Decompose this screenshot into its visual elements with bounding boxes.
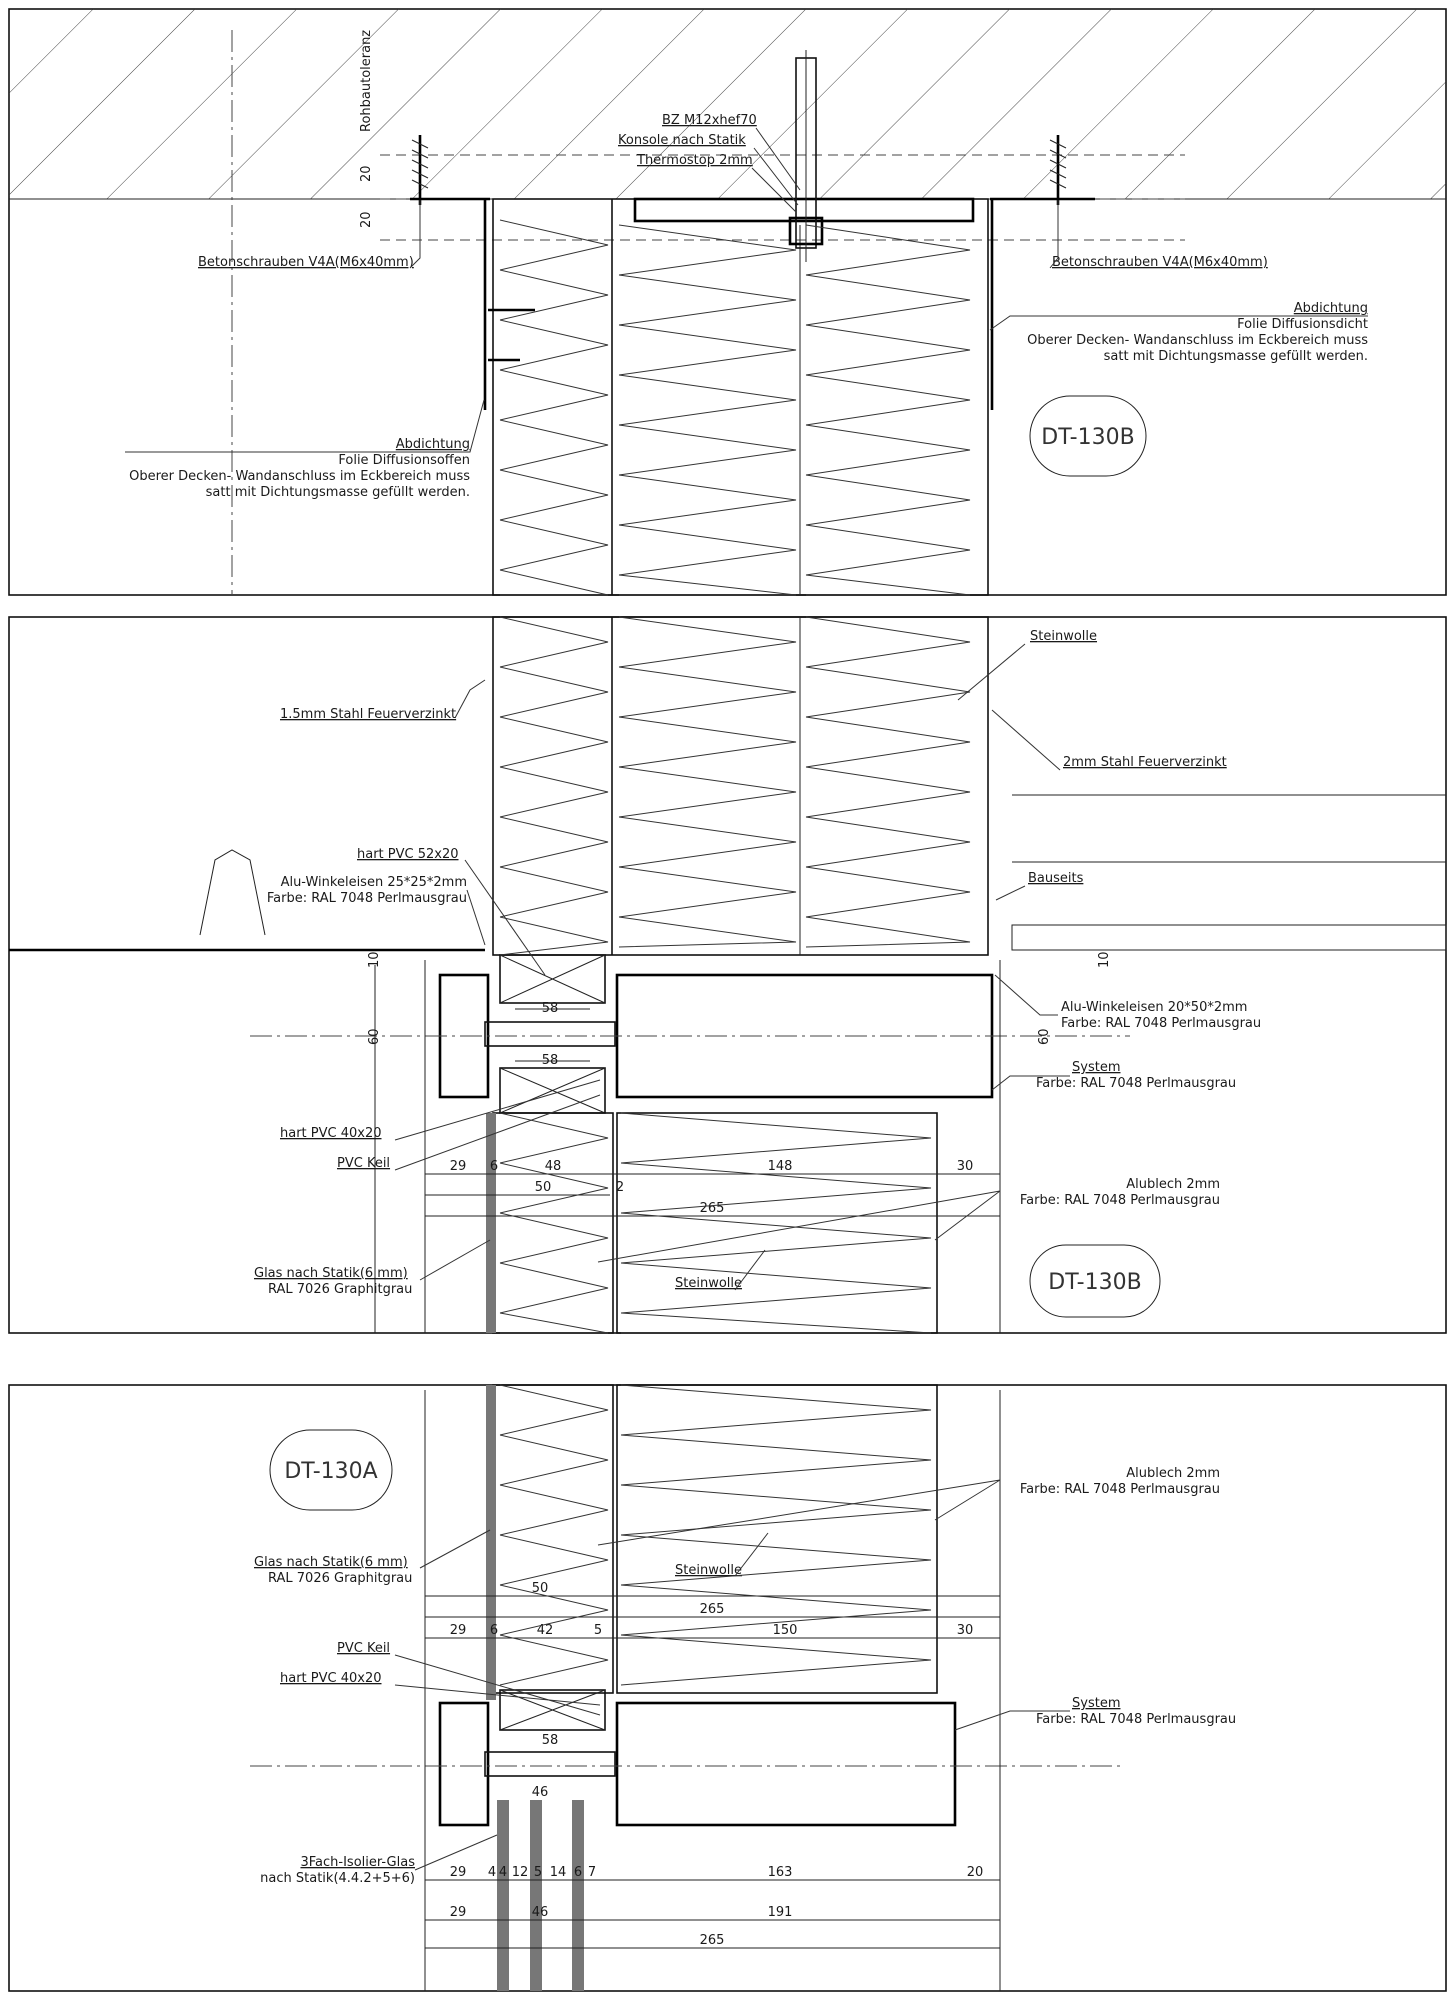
iso-glass-line1: 3Fach-Isolier-Glas [300, 1855, 415, 1870]
dim-14-bottom: 14 [549, 1865, 567, 1880]
dim-20-upper: 20 [359, 165, 374, 182]
abd-right-line2: Folie Diffusionsdicht [1237, 317, 1368, 332]
abd-right-title: Abdichtung [1293, 301, 1368, 316]
dim-58-upper: 58 [541, 1001, 559, 1016]
stahl2-label: 2mm Stahl Feuerverzinkt [1063, 755, 1227, 770]
insulation-zone-0 [500, 220, 608, 595]
glas-bottom-line1: Glas nach Statik(6 mm) [254, 1555, 408, 1570]
dim-58-lower: 58 [541, 1053, 559, 1068]
dim-265-mid: 265 [699, 1201, 725, 1216]
dim-6-bottom: 6 [489, 1623, 499, 1638]
dim-10-right: 10 [1097, 951, 1112, 968]
insulation-zone-1 [619, 225, 796, 595]
panel-top [9, 9, 1446, 595]
thermal-break-bottom [485, 1752, 615, 1776]
dim-148-mid: 148 [767, 1159, 793, 1174]
thermostop-label: Thermostop 2mm [637, 153, 753, 168]
alublech-mid-line2: Farbe: RAL 7048 Perlmausgrau [1019, 1193, 1220, 1208]
insulation-zone-4 [619, 617, 796, 947]
dim-29-bottom-a: 29 [449, 1623, 467, 1638]
panel-bottom-frame [9, 1385, 1446, 1991]
dim-50-mid: 50 [534, 1180, 552, 1195]
abd-right-line3: Oberer Decken- Wandanschluss im Eckbereich muss [1027, 333, 1368, 348]
dim-7-bottom: 7 [587, 1865, 597, 1880]
tag-middle: DT-130B [1048, 1270, 1142, 1295]
stahl15-label: 1.5mm Stahl Feuerverzinkt [280, 707, 457, 722]
dim-12-bottom: 12 [511, 1865, 529, 1880]
alu25-line2: Farbe: RAL 7048 Perlmausgrau [266, 891, 467, 906]
dim-6-bottom-b: 6 [573, 1865, 583, 1880]
hartpvc52-label: hart PVC 52x20 [357, 847, 459, 862]
bz-label: BZ M12xhef70 [662, 113, 757, 128]
dim-5-bottom-b: 5 [533, 1865, 543, 1880]
glas-mid-line1: Glas nach Statik(6 mm) [254, 1266, 408, 1281]
dim-48-mid: 48 [544, 1159, 562, 1174]
alu25-line1: Alu-Winkeleisen 25*25*2mm [280, 875, 467, 890]
hartpvc40-label-bottom: hart PVC 40x20 [280, 1671, 382, 1686]
glass-panel-middle [486, 1113, 499, 1333]
dim-4-bottom-b: 4 [498, 1865, 508, 1880]
dim-30-bottom: 30 [956, 1623, 974, 1638]
tag-bottom: DT-130A [284, 1459, 378, 1484]
dim-2-mid: 2 [615, 1180, 625, 1195]
dim-58-bottom: 58 [541, 1733, 559, 1748]
alublech-bottom-line2: Farbe: RAL 7048 Perlmausgrau [1019, 1482, 1220, 1497]
triple-glazing [497, 1800, 584, 1991]
dim-191-bottom: 191 [767, 1905, 793, 1920]
thermal-break [485, 1022, 615, 1046]
abd-left-line2: Folie Diffusionsoffen [338, 453, 470, 468]
frame-left-bottom [440, 1703, 488, 1825]
beton-left-label: Betonschrauben V4A(M6x40mm) [198, 255, 414, 270]
dim-46-bottom-b: 46 [531, 1905, 549, 1920]
glas-bottom-line2: RAL 7026 Graphitgrau [268, 1571, 413, 1586]
dim-29-mid: 29 [449, 1159, 467, 1174]
insulation-zone-9 [621, 1385, 931, 1685]
dim-30-mid: 30 [956, 1159, 974, 1174]
dim-163-bottom: 163 [767, 1865, 793, 1880]
wall-element-middle-upper [493, 617, 988, 955]
system-profile-bottom [617, 1703, 955, 1825]
bauseits-label: Bauseits [1028, 871, 1084, 886]
alu20-line1: Alu-Winkeleisen 20*50*2mm [1061, 1000, 1248, 1015]
concrete-ceiling [9, 9, 1446, 199]
alublech-bottom-line1: Alublech 2mm [1126, 1466, 1220, 1481]
dim-4-bottom: 4 [487, 1865, 497, 1880]
abd-left-line4: satt mit Dichtungsmasse gefüllt werden. [205, 485, 470, 500]
dim-50-bottom: 50 [531, 1581, 549, 1596]
konsole-label: Konsole nach Statik [618, 133, 746, 148]
rohbau-label: Rohbautoleranz [359, 29, 374, 132]
insulation-zone-3 [500, 617, 608, 955]
dim-46-bottom-a: 46 [531, 1785, 549, 1800]
abd-right-line4: satt mit Dichtungsmasse gefüllt werden. [1103, 349, 1368, 364]
dim-29-bottom-c: 29 [449, 1905, 467, 1920]
insulation-patterns [500, 220, 970, 1685]
steinwolle-low-label: Steinwolle [675, 1276, 743, 1291]
abd-left-title: Abdichtung [395, 437, 470, 452]
pvckeil-label-mid: PVC Keil [337, 1156, 391, 1171]
abd-left-line3: Oberer Decken- Wandanschluss im Eckbereich muss [129, 469, 470, 484]
dim-10-left: 10 [367, 951, 382, 968]
system-label-bottom: System [1072, 1696, 1121, 1711]
dim-42-bottom: 42 [536, 1623, 554, 1638]
pvckeil-label-bottom: PVC Keil [337, 1641, 391, 1656]
alu20-line2: Farbe: RAL 7048 Perlmausgrau [1061, 1016, 1262, 1031]
insulation-zone-8 [500, 1385, 608, 1685]
floor-screed-right [1012, 925, 1446, 950]
insulation-zone-7 [621, 1113, 931, 1333]
dim-265-bottom-b: 265 [699, 1933, 725, 1948]
system-color-bottom: Farbe: RAL 7048 Perlmausgrau [1036, 1712, 1237, 1727]
dim-6-mid: 6 [489, 1159, 499, 1174]
insulation-zone-2 [806, 225, 970, 595]
glas-mid-line2: RAL 7026 Graphitgrau [268, 1282, 413, 1297]
dim-265-bottom-a: 265 [699, 1602, 725, 1617]
dim-60-right: 60 [1037, 1028, 1052, 1045]
system-label-mid: System [1072, 1060, 1121, 1075]
panel-bottom [9, 1385, 1446, 1991]
dim-20-lower: 20 [359, 211, 374, 228]
hartpvc40-label-mid: hart PVC 40x20 [280, 1126, 382, 1141]
dim-60-left: 60 [367, 1028, 382, 1045]
insulation-zone-5 [806, 617, 970, 947]
beton-right-label: Betonschrauben V4A(M6x40mm) [1052, 255, 1268, 270]
system-color-mid: Farbe: RAL 7048 Perlmausgrau [1036, 1076, 1237, 1091]
dim-20-bottom: 20 [966, 1865, 984, 1880]
steinwolle-bottom-label: Steinwolle [675, 1563, 743, 1578]
dim-150-bottom: 150 [772, 1623, 798, 1638]
tag-top: DT-130B [1041, 425, 1135, 450]
iso-glass-line2: nach Statik(4.4.2+5+6) [260, 1871, 415, 1886]
dim-29-bottom-b: 29 [449, 1865, 467, 1880]
floor-bracket-left [200, 850, 265, 935]
alublech-mid-line1: Alublech 2mm [1126, 1177, 1220, 1192]
insulation-zone-6 [500, 1113, 608, 1333]
glass-panel-bottom [486, 1385, 499, 1700]
dim-5-bottom: 5 [593, 1623, 603, 1638]
steinwolle-top-label: Steinwolle [1030, 629, 1098, 644]
panel-middle [9, 617, 1446, 1333]
